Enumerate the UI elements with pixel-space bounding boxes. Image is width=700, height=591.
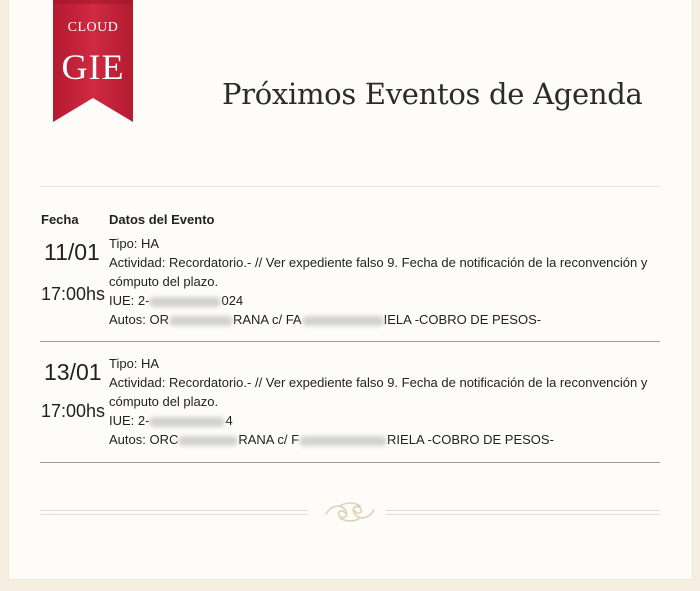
event-autos (109, 310, 657, 329)
footer-divider-right (386, 510, 660, 515)
flourish-ornament-icon (322, 498, 378, 531)
redacted-block (169, 316, 233, 326)
event-date: 13/01 (44, 359, 102, 385)
event-autos-part1: Autos: ORC (109, 432, 179, 447)
event-iue-suffix: 024 (221, 293, 244, 308)
logo-top-text: CLOUD (67, 20, 119, 35)
logo-main-text: GIE (61, 47, 125, 87)
column-header-datos: Datos del Evento (109, 212, 215, 227)
redacted-block (149, 417, 225, 427)
event-autos-part2: RANA c/ F (238, 432, 300, 447)
event-autos-part1: Autos: OR (109, 312, 169, 327)
event-time: 17:00hs (41, 401, 106, 421)
event-tipo: Tipo: HA (109, 356, 160, 371)
event-iue-prefix: IUE: 2- (109, 293, 150, 308)
redacted-block (149, 297, 221, 307)
event-separator (40, 341, 660, 342)
event-iue (109, 291, 657, 310)
column-header-fecha: Fecha (41, 212, 79, 227)
page-title: Próximos Eventos de Agenda (222, 77, 643, 111)
event-iue (109, 411, 657, 430)
event-autos (109, 430, 657, 449)
event-autos-part3: RIELA -COBRO DE PESOS- (387, 432, 554, 447)
cloud-gie-logo[interactable] (53, 0, 133, 122)
event-autos-part2: RANA c/ FA (232, 312, 302, 327)
event-details (109, 354, 657, 449)
redacted-block (299, 436, 387, 446)
header-divider (40, 186, 660, 187)
event-iue-suffix: 4 (225, 413, 233, 428)
event-date: 11/01 (44, 239, 100, 265)
footer-divider-left (40, 510, 308, 515)
event-actividad: Actividad: Recordatorio.- // Ver expediente falso 9. Fecha de notificación de la reconvención y cómputo del plazo. (109, 255, 648, 289)
event-actividad: Actividad: Recordatorio.- // Ver expediente falso 9. Fecha de notificación de la reconvención y cómputo del plazo. (109, 375, 648, 409)
event-iue-prefix: IUE: 2- (109, 413, 150, 428)
event-tipo: Tipo: HA (109, 236, 160, 251)
event-autos-part3: IELA -COBRO DE PESOS- (383, 312, 542, 327)
redacted-block (302, 316, 384, 326)
event-details (109, 234, 657, 329)
event-separator (40, 462, 660, 463)
event-time: 17:00hs (41, 284, 106, 304)
redacted-block (178, 436, 238, 446)
